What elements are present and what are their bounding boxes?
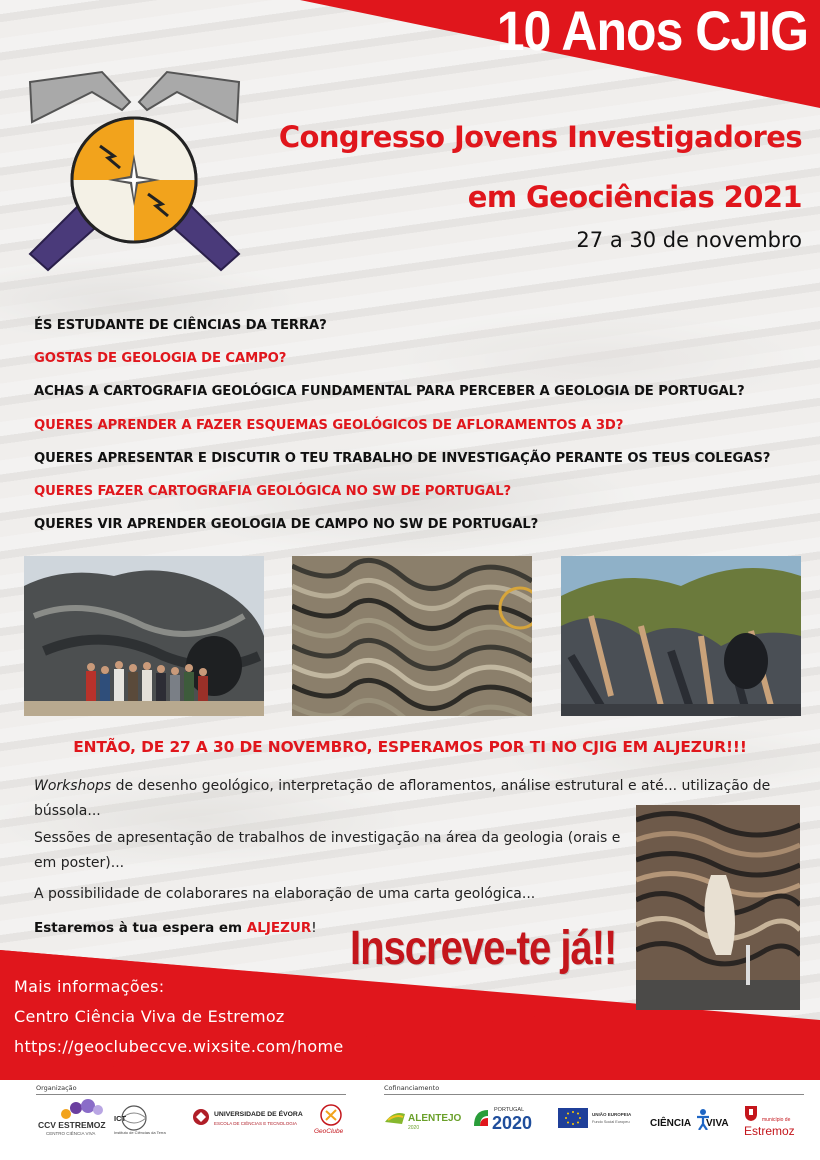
headline: 10 Anos CJIG	[496, 0, 808, 63]
workshops-word: Workshops	[34, 778, 112, 794]
question-3: ACHAS A CARTOGRAFIA GEOLÓGICA FUNDAMENTAL PARA PERCEBER A GEOLOGIA DE PORTUGAL?	[34, 384, 745, 400]
evora-emblem-icon	[192, 1108, 210, 1126]
question-2: GOSTAS DE GEOLOGIA DE CAMPO?	[34, 351, 287, 367]
ccv-dots-icon	[58, 1098, 104, 1122]
photo-folded-rock-vertical	[636, 805, 800, 1010]
question-list	[34, 316, 804, 548]
sessions-paragraph: Sessões de apresentação de trabalhos de investigação na área da geologia (orais e em poster)...	[34, 830, 621, 871]
info-center: Centro Ciência Viva de Estremoz	[14, 1007, 285, 1026]
collaboration-paragraph: A possibilidade de colaborares na elaboração de uma carta geológica...	[34, 886, 536, 902]
question-7: QUERES VIR APRENDER GEOLOGIA DE CAMPO NO SW DE PORTUGAL?	[34, 517, 539, 533]
question-5: QUERES APRESENTAR E DISCUTIR O TEU TRABALHO DE INVESTIGAÇÃO PERANTE OS TEUS COLEGAS?	[34, 450, 771, 466]
workshops-text: de desenho geológico, interpretação de afloramentos, análise estrutural e até... utilização de bússola...	[34, 778, 771, 819]
portugal-2020-icon	[472, 1106, 492, 1130]
waiting-tail: !	[311, 920, 317, 936]
more-info-block	[14, 972, 344, 1062]
waiting-lead: Estaremos à tua espera em	[34, 920, 247, 936]
cofinancing-label: Cofinanciamento	[384, 1084, 440, 1092]
info-url[interactable]: https://geoclubeccve.wixsite.com/home	[14, 1037, 344, 1056]
organization-label: Organização	[36, 1084, 77, 1092]
cjig-logo	[22, 62, 247, 277]
title-line-2: em Geociências 2021	[467, 180, 802, 214]
workshops-paragraph	[34, 774, 804, 824]
photo-cliff-students	[24, 556, 264, 716]
alentejo-icon	[384, 1108, 406, 1126]
sign-up-slogan: Inscreve-te já!!	[350, 922, 617, 975]
question-1: ÉS ESTUDANTE DE CIÊNCIAS DA TERRA?	[34, 318, 327, 333]
eu-flag-icon	[558, 1108, 588, 1128]
photo-folded-strata	[292, 556, 532, 716]
organization-rule	[36, 1094, 346, 1095]
question-6: QUERES FAZER CARTOGRAFIA GEOLÓGICA NO SW DE PORTUGAL?	[34, 483, 512, 499]
info-heading: Mais informações:	[14, 977, 165, 996]
cofinancing-rule	[384, 1094, 804, 1095]
question-4: QUERES APRENDER A FAZER ESQUEMAS GEOLÓGICOS DE AFLORAMENTOS A 3D?	[34, 417, 624, 433]
call-to-action: ENTÃO, DE 27 A 30 DE NOVEMBRO, ESPERAMOS POR TI NO CJIG EM ALJEZUR!!!	[73, 738, 747, 756]
photo-coastal-outcrop	[561, 556, 801, 716]
title-line-1: Congresso Jovens Investigadores	[278, 120, 802, 154]
geoclube-icon	[318, 1102, 344, 1128]
place-name: ALJEZUR	[246, 920, 312, 936]
event-dates: 27 a 30 de novembro	[576, 228, 802, 252]
estremoz-crest-icon	[744, 1104, 758, 1122]
